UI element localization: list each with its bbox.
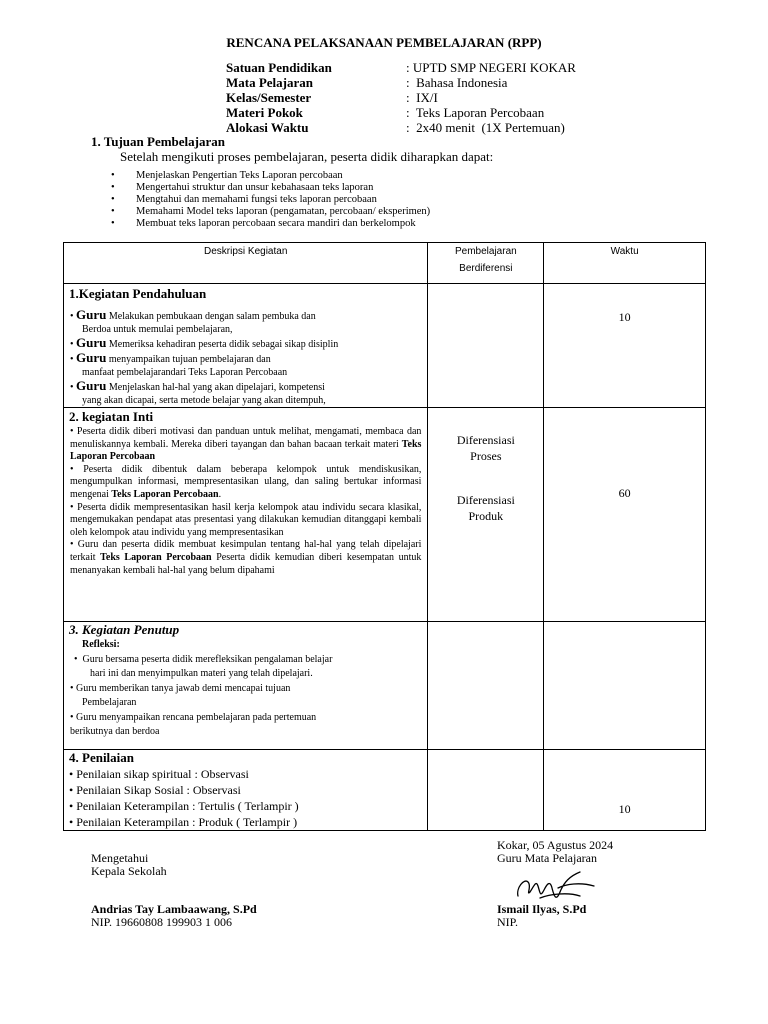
pendahuluan-cell (64, 284, 428, 408)
list-item: • Penilaian Keterampilan : Tertulis ( Terlampir ) (69, 799, 299, 813)
inti-cell (64, 408, 428, 622)
list-item: • Guru Melakukan pembukaan dengan salam pembuka dan (70, 307, 316, 322)
tujuan-list (108, 170, 430, 230)
list-item: • Guru menyampaikan rencana pembelajaran pada pertemuan (70, 711, 317, 723)
pendahuluan-list (64, 308, 427, 407)
list-item: • Peserta didik mempresentasikan hasil kerja kelompok atau individu secara klasikal, mengemukakan pendapat atas presentasi yang dilakukan kemudian ditanggapi kembali oleh kelompok atau individu yang mempresentasikan (70, 501, 422, 538)
refleksi-label: Refleksi: (82, 639, 120, 650)
diff-proses-2: Proses (470, 449, 502, 463)
list-item: • Guru bersama peserta didik merefleksikan pengalaman belajar (74, 653, 333, 665)
list-item-cont: manfaat pembelajarandari Teks Laporan Percobaan (82, 367, 288, 378)
tujuan-intro: Setelah mengikuti proses pembelajaran, peserta didik diharapkan dapat: (120, 149, 494, 164)
list-item: • Mengertahui struktur dan unsur kebahasaan teks laporan (108, 182, 430, 194)
info-label: Mata Pelajaran (226, 75, 314, 90)
list-item: • Guru Memeriksa kehadiran peserta didik sebagai sikap disiplin (70, 335, 339, 350)
list-item-cont: hari ini dan menyimpulkan materi yang telah dipelajari. (90, 668, 313, 679)
row-inti (64, 408, 706, 622)
penutup-list (64, 638, 427, 740)
header-diff-line2: Berdiferensi (459, 263, 513, 274)
info-value: : 2x40 menit (1X Pertemuan) (406, 120, 565, 135)
principal-nip: NIP. 19660808 199903 1 006 (91, 915, 233, 929)
list-item: • Memahami Model teks laporan (pengamatan, percobaan/ eksperimen) (108, 206, 430, 218)
row-penutup (64, 622, 706, 750)
pendahuluan-title: 1.Kegiatan Pendahuluan (69, 286, 207, 301)
mengetahui-label: Mengetahui (91, 851, 149, 865)
list-item: • Peserta didik dibentuk dalam beberapa kelompok untuk mendiskusikan, mengumpulkan informasi, mempresentasikan ulang, dan saling bertukar informasi mengenai Teks Laporan Percobaan. (70, 463, 422, 500)
penutup-diff-cell (428, 622, 544, 750)
list-item: • Guru dan peserta didik membuat kesimpulan tentang hal-hal yang telah dipelajari terkait Teks Laporan Percobaan Peserta didik kemudian diberi kesempatan untuk menanyakan kembali hal-hal yang belum dipahami (70, 539, 422, 576)
penilaian-diff-cell (428, 750, 544, 831)
penutup-time-cell (544, 622, 706, 750)
activity-table (63, 242, 706, 831)
list-item-cont: Berdoa untuk memulai pembelajaran, (82, 324, 233, 335)
tujuan-heading: 1. Tujuan Pembelajaran (91, 134, 225, 149)
info-value: : Bahasa Indonesia (406, 75, 508, 90)
list-item: • Guru menyampaikan tujuan pembelajaran dan (70, 350, 271, 365)
teacher-name: Ismail Ilyas, S.Pd (497, 902, 587, 916)
inti-time: 60 (618, 486, 631, 500)
info-label: Alokasi Waktu (226, 120, 309, 135)
inti-diff-cell (428, 408, 544, 622)
list-item: • Guru Menjelaskan hal-hal yang akan dipelajari, kompetensi (70, 378, 325, 393)
place-date: Kokar, 05 Agustus 2024 (497, 838, 614, 852)
penutup-title: 3. Kegiatan Penutup (69, 622, 180, 637)
principal-title: Kepala Sekolah (91, 864, 167, 878)
diff-produk-1: Diferensiasi (456, 493, 515, 507)
header-desc: Deskripsi Kegiatan (64, 243, 428, 284)
info-label: Satuan Pendidikan (226, 60, 332, 75)
list-item-cont: Pembelajaran (82, 697, 137, 708)
penilaian-time: 10 (618, 802, 631, 816)
list-item: • Penilaian Keterampilan : Produk ( Terlampir ) (69, 815, 298, 829)
info-label: Materi Pokok (226, 105, 303, 120)
pendahuluan-diff-cell (428, 284, 544, 408)
list-item-cont: yang akan dicapai, serta metode belajar yang akan ditempuh, (82, 395, 326, 406)
diff-proses-1: Diferensiasi (456, 433, 515, 447)
penilaian-title: 4. Penilaian (69, 750, 135, 765)
document-title: RENCANA PELAKSANAAN PEMBELAJARAN (RPP) (226, 35, 542, 50)
inti-time-cell (544, 408, 706, 622)
principal-name: Andrias Tay Lambaawang, S.Pd (91, 902, 257, 916)
table-header-row (64, 243, 706, 284)
list-item: • Penilaian sikap spiritual : Observasi (69, 767, 249, 781)
list-item: • Guru memberikan tanya jawab demi mencapai tujuan (70, 682, 291, 694)
list-item: • Mengtahui dan memahami fungsi teks laporan percobaan (108, 194, 430, 206)
info-value: : IX/I (406, 90, 438, 105)
header-diff-line1: Pembelajaran (454, 246, 517, 257)
teacher-title: Guru Mata Pelajaran (497, 851, 597, 865)
header-time: Waktu (544, 243, 706, 284)
row-pendahuluan (64, 284, 706, 408)
inti-title: 2. kegiatan Inti (69, 409, 154, 424)
pendahuluan-time-cell (544, 284, 706, 408)
teacher-nip: NIP. (497, 915, 519, 929)
info-label: Kelas/Semester (226, 90, 312, 105)
inti-list (64, 426, 427, 577)
penilaian-time-cell (544, 750, 706, 831)
info-value: : UPTD SMP NEGERI KOKAR (406, 60, 576, 75)
penilaian-cell (64, 750, 428, 831)
info-value: : Teks Laporan Percobaan (406, 105, 545, 120)
penutup-cell (64, 622, 428, 750)
list-item: • Menjelaskan Pengertian Teks Laporan percobaan (108, 170, 430, 182)
diff-produk-2: Produk (468, 509, 504, 523)
list-item: • Penilaian Sikap Sosial : Observasi (69, 783, 241, 797)
list-item: • Membuat teks laporan percobaan secara mandiri dan berkelompok (108, 218, 430, 230)
header-diff (428, 243, 544, 284)
list-item: • Peserta didik diberi motivasi dan panduan untuk melihat, mengamati, membaca dan menuliskannya kembali. Mereka diberi tayangan dan bahan bacaan terkait materi Teks Laporan Percobaan (70, 426, 422, 463)
list-item-cont: berikutnya dan berdoa (70, 726, 160, 737)
row-penilaian (64, 750, 706, 831)
penilaian-list (64, 766, 427, 830)
pendahuluan-time: 10 (618, 310, 631, 324)
